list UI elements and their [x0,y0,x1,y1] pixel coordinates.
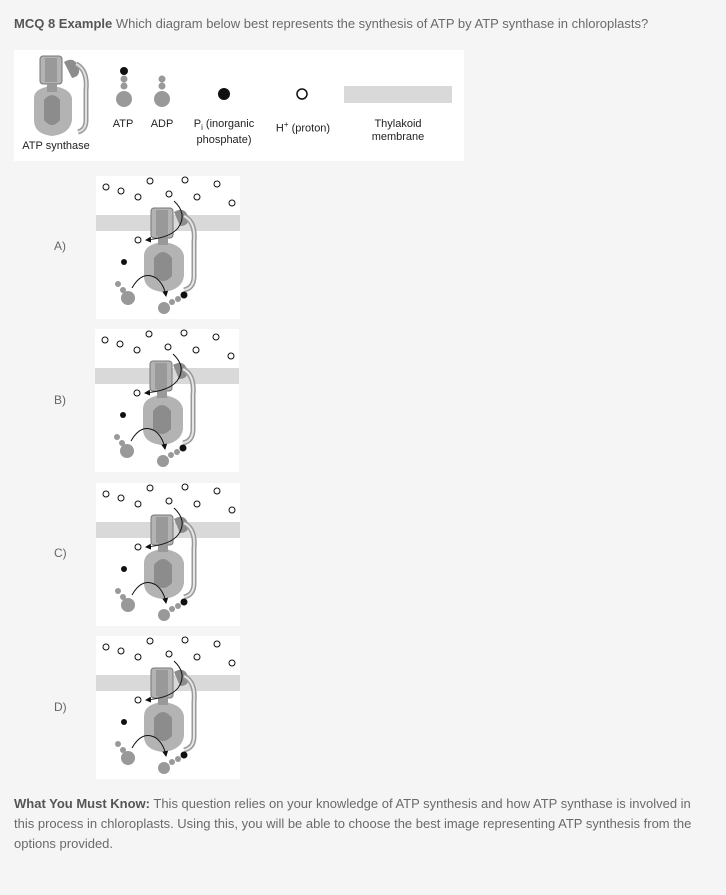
option-d-diagram[interactable] [96,636,240,779]
atp-product [158,292,188,315]
atp-synthesis-diagram [96,176,240,319]
option-c-diagram[interactable] [96,483,240,626]
legend-label-proton: H+ (proton) [275,120,331,135]
option-b-label[interactable]: B) [54,393,66,407]
atp-synthesis-diagram [95,329,239,472]
legend-label-phosphate: $P_i$ (inorganic phosphate) [193,118,255,147]
atp-product [158,752,188,775]
phosphate [121,259,127,265]
question-body: Which diagram below best represents the synthesis of ATP by ATP synthase in chloroplasts? [115,16,649,31]
question-text [14,15,714,33]
atp-icon [116,67,132,107]
adp [114,434,134,458]
atp-product [158,599,188,622]
legend-label-membrane: Thylakoid membrane [371,118,425,143]
must-know-body: This question relies on your knowledge of ATP synthesis and how ATP synthase is involved in this process in chloroplasts. Using this, you will be able to choose the best image representing ATP synthesis from the options provided. [14,796,692,851]
atp-synthase-icon [34,56,86,136]
phosphate-icon [218,88,230,100]
option-b-diagram[interactable] [95,329,239,472]
legend-panel [14,50,464,161]
atp-synthesis-diagram [96,636,240,779]
protons-top [102,330,234,359]
adp [115,281,135,305]
option-a-label[interactable]: A) [54,239,66,253]
proton-icon [297,89,307,99]
option-d-label[interactable]: D) [54,700,67,714]
phosphate [121,566,127,572]
option-c-label[interactable]: C) [54,546,67,560]
adp [115,588,135,612]
atp-synthase [143,361,193,445]
legend-label-adp: ADP [150,118,174,130]
adp [115,741,135,765]
membrane-icon [344,86,452,103]
atp-product [157,445,187,468]
what-you-must-know [14,794,714,854]
atp-synthesis-diagram [96,483,240,626]
legend-label-atp-synthase: ATP synthase [22,140,90,152]
atp-synthase [144,515,194,599]
atp-synthase [144,208,194,292]
legend-label-atp: ATP [112,118,134,130]
question-label: MCQ 8 Example [14,16,113,31]
protons-top [103,637,235,666]
phosphate [120,412,126,418]
adp-icon [154,76,170,108]
must-know-label: What You Must Know: [14,796,150,811]
option-a-diagram[interactable] [96,176,240,319]
protons-top [103,177,235,206]
phosphate [121,719,127,725]
atp-synthase [144,668,194,752]
protons-top [103,484,235,513]
